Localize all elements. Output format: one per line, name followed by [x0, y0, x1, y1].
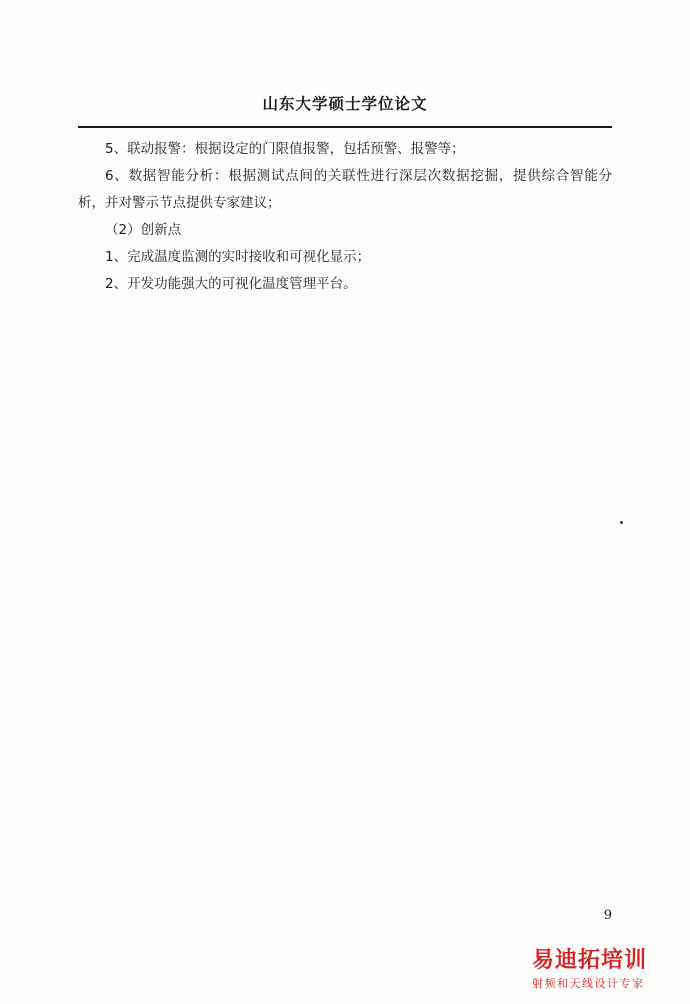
page-number: 9 — [603, 908, 612, 923]
watermark-brand: 易迪拓培训 — [532, 948, 648, 973]
page-header-title: 山东大学硕士学位论文 — [262, 94, 428, 113]
paragraph: 1、完成温度监测的实时接收和可视化显示； — [105, 249, 371, 265]
watermark — [532, 948, 684, 992]
paragraph: 5、联动报警：根据设定的门限值报警，包括预警、报警等； — [105, 141, 465, 157]
document-body — [78, 136, 612, 298]
paragraph: （2）创新点 — [105, 222, 182, 238]
header-divider — [78, 126, 612, 128]
watermark-tagline: 射频和天线设计专家 — [532, 977, 645, 990]
paragraph: 6、数据智能分析：根据测试点间的关联性进行深层次数据挖掘，提供综合智能分析，并对警示节点提供专家建议； — [78, 168, 612, 211]
stray-ink-dot — [620, 521, 623, 524]
paragraph: 2、开发功能强大的可视化温度管理平台。 — [105, 276, 357, 292]
